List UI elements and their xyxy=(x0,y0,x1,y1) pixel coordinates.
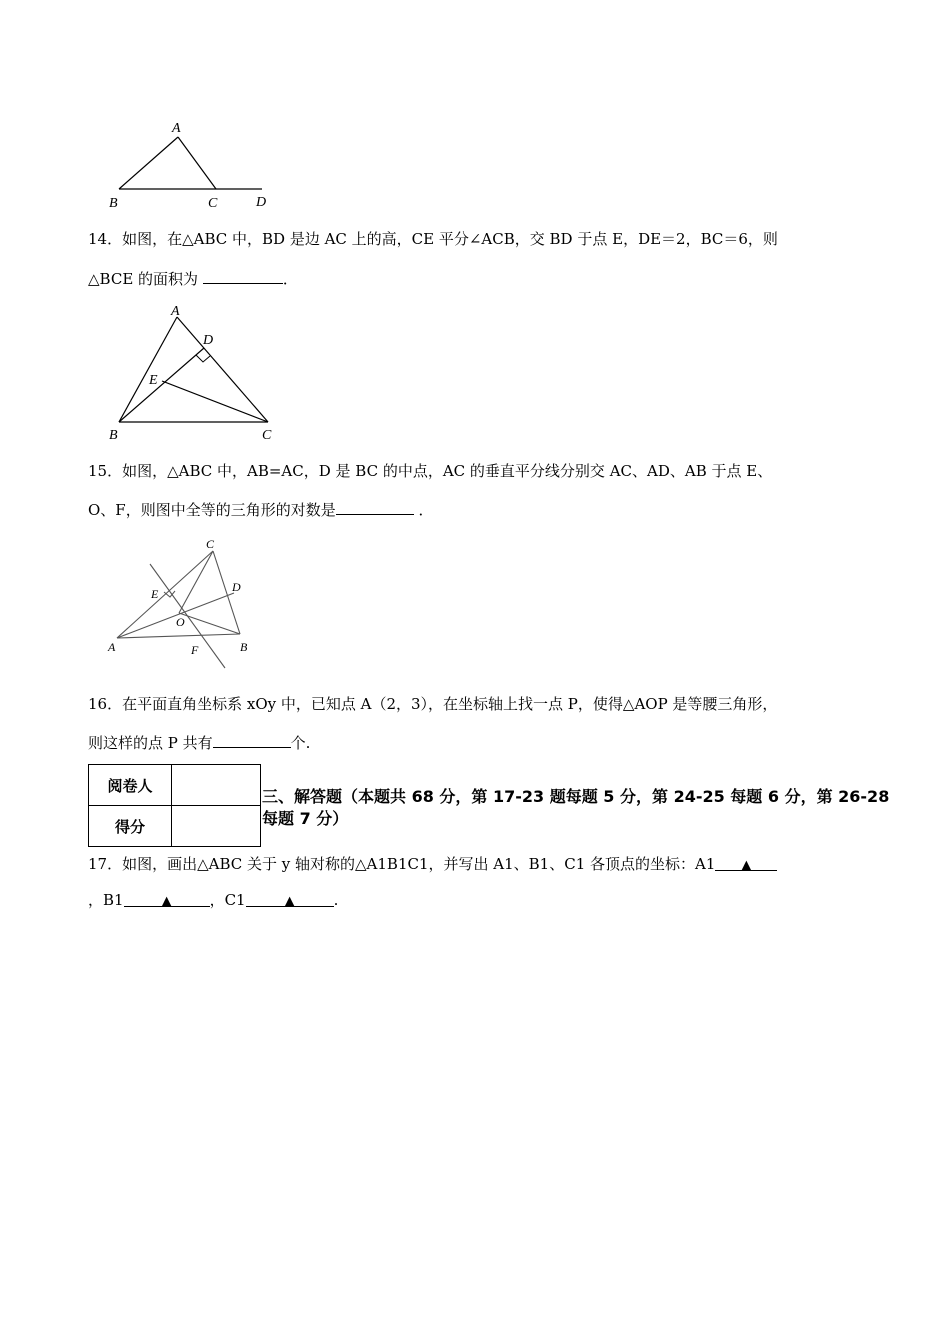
q16-answer-blank[interactable] xyxy=(213,731,291,748)
label-e: E xyxy=(149,373,158,388)
q15-answer-blank[interactable] xyxy=(336,498,414,515)
q17-c1-blank[interactable] xyxy=(246,890,334,907)
q16-text-pre: 则这样的点 P 共有 xyxy=(88,734,213,752)
score-cell[interactable] xyxy=(172,806,261,847)
q14-text-line2 xyxy=(88,267,298,289)
q14-answer-blank[interactable] xyxy=(203,267,283,284)
label-d: D xyxy=(232,580,241,594)
label-b: B xyxy=(240,640,248,654)
q17-text-line1 xyxy=(88,854,777,874)
q14-text-line1: 14．如图，在△ABC 中，BD 是边 AC 上的高，CE 平分∠ACB，交 BD 于点 E，DE＝2，BC＝6，则 xyxy=(88,230,778,248)
reviewer-cell[interactable] xyxy=(172,765,261,806)
q16-text-post: 个. xyxy=(290,734,311,752)
q15-text-post: ． xyxy=(413,501,434,519)
placeholder-triangle-mark: ▲ xyxy=(284,894,295,909)
label-a: A xyxy=(171,304,180,319)
label-e: E xyxy=(151,587,159,601)
q16-text-line1: 16．在平面直角坐标系 xOy 中，已知点 A（2，3），在坐标轴上找一点 P，使得△AOP 是等腰三角形， xyxy=(88,695,778,713)
label-a: A xyxy=(172,121,181,136)
q17-text-pre: 17．如图，画出△ABC 关于 y 轴对称的△A1B1C1，并写出 A1、B1、C1 各顶点的坐标：A1 xyxy=(88,855,716,873)
q15-text-line2 xyxy=(88,498,434,520)
label-d: D xyxy=(203,333,214,348)
q17-text-line2 xyxy=(88,890,338,910)
score-label: 得分 xyxy=(89,806,172,847)
q15-text-line1: 15．如图，△ABC 中，AB=AC，D 是 BC 的中点，AC 的垂直平分线分别交 AC、AD、AB 于点 E、 xyxy=(88,462,773,480)
reviewer-label: 阅卷人 xyxy=(89,765,172,806)
label-b: B xyxy=(109,196,118,211)
q17-b1-blank[interactable] xyxy=(124,890,210,907)
q16-text-line2 xyxy=(88,731,310,753)
figure-triangle-bce xyxy=(100,300,290,450)
figure-triangle-abc-extended xyxy=(100,115,290,215)
placeholder-triangle-mark: ▲ xyxy=(161,894,172,909)
q14-text-post: ． xyxy=(282,270,298,288)
label-d: D xyxy=(256,195,267,210)
q14-text-pre: △BCE 的面积为 xyxy=(88,270,203,288)
label-c: C xyxy=(262,428,272,443)
label-b: B xyxy=(109,428,118,443)
score-table xyxy=(88,764,261,847)
q15-text-pre: O、F，则图中全等的三角形的对数是 xyxy=(88,501,336,519)
q17-end-period: . xyxy=(333,891,339,909)
placeholder-triangle-mark: ▲ xyxy=(741,858,752,873)
label-c: C xyxy=(206,537,215,551)
figure-triangle-abc-bisector xyxy=(100,536,270,676)
label-a: A xyxy=(108,640,116,654)
section-3-heading: 三、解答题（本题共 68 分，第 17-23 题每题 5 分，第 24-25 每题 6 分，第 26-28 每题 7 分） xyxy=(262,787,890,828)
label-c: C xyxy=(208,196,218,211)
q17-a1-blank[interactable] xyxy=(715,854,777,871)
label-f: F xyxy=(191,643,199,657)
label-o: O xyxy=(176,615,185,629)
q17-b1-label: ，B1 xyxy=(88,891,124,909)
q17-c1-label: ，C1 xyxy=(209,891,246,909)
